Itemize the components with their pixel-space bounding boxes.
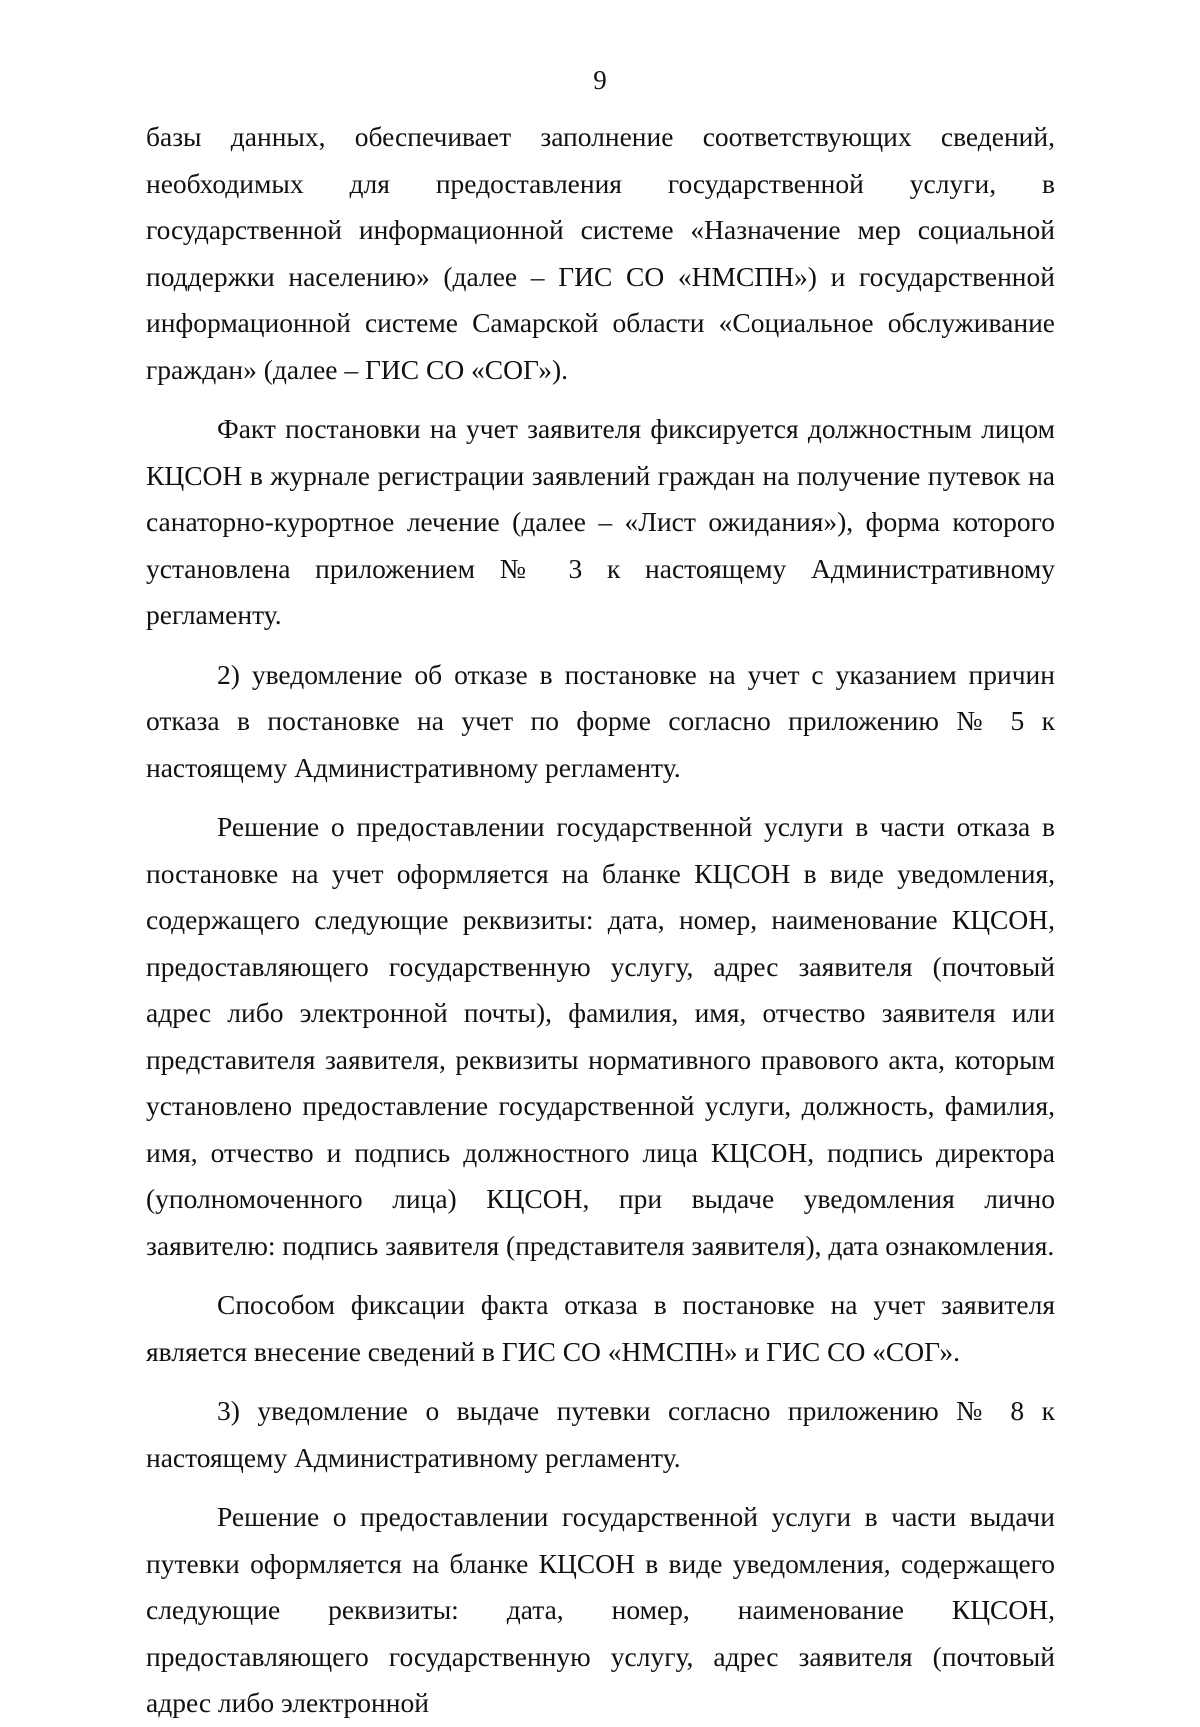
paragraph-refusal-notice: 2) уведомление об отказе в постановке на учет с указанием причин отказа в постановке на учет по форме согласно приложению № 5 к настоящему Административному регламенту. (146, 658, 1055, 783)
paragraph-registration-fact: Факт постановки на учет заявителя фиксируется должностным лицом КЦСОН в журнале регистрации заявлений граждан на получение путевок на санаторно-курортное лечение (далее – «Лист ожидания»), форма которого установлена приложением № 3 к настоящему Административному регламенту. (146, 413, 1055, 630)
paragraph-refusal-recording: Способом фиксации факта отказа в постановке на учет заявителя является внесение сведений в ГИС СО «НМСПН» и ГИС СО «СОГ». (146, 1289, 1055, 1367)
document-body (146, 114, 1055, 1727)
page-number: 9 (593, 65, 607, 95)
paragraph-voucher-decision: Решение о предоставлении государственной услуги в части выдачи путевки оформляется на бланке КЦСОН в виде уведомления, содержащего следующие реквизиты: дата, номер, наименование КЦСОН, предоставляющего государственную услугу, адрес заявителя (почтовый адрес либо электронной (146, 1501, 1055, 1718)
paragraph-voucher-notice: 3) уведомление о выдаче путевки согласно приложению № 8 к настоящему Административному регламенту. (146, 1395, 1055, 1473)
paragraph-continuation: базы данных, обеспечивает заполнение соответствующих сведений, необходимых для предоставления государственной услуги, в государственной информационной системе «Назначение мер социальной поддержки населению» (далее – ГИС СО «НМСПН») и государственной информационной системе Самарской области «Социальное обслуживание граждан» (далее – ГИС СО «СОГ»). (146, 121, 1055, 385)
paragraph-refusal-decision: Решение о предоставлении государственной услуги в части отказа в постановке на учет оформляется на бланке КЦСОН в виде уведомления, содержащего следующие реквизиты: дата, номер, наименование КЦСОН, предоставляющего государственную услугу, адрес заявителя (почтовый адрес либо электронной почты), фамилия, имя, отчество заявителя или представителя заявителя, реквизиты нормативного правового акта, которым установлено предоставление государственной услуги, должность, фамилия, имя, отчество и подпись должностного лица КЦСОН, подпись директора (уполномоченного лица) КЦСОН, при выдаче уведомления лично заявителю: подпись заявителя (представителя заявителя), дата ознакомления. (146, 811, 1055, 1261)
